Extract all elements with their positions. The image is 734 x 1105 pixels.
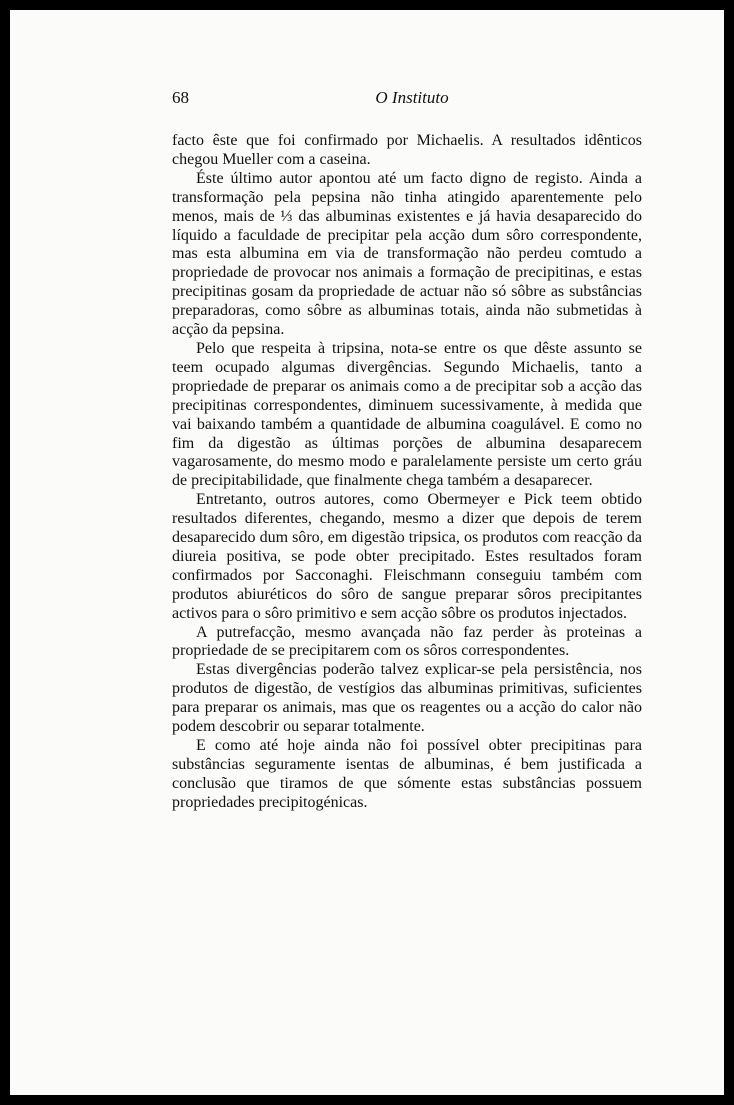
body-text xyxy=(172,132,642,813)
page-header xyxy=(172,88,652,122)
paragraph: Pelo que respeita à tripsina, nota-se entre os que dêste assunto se teem ocupado algumas divergências. Segundo Michaelis, tanto a propriedade de preparar os animais como a de precipitar sob a acção das precipitinas correspondentes, diminuem sucessivamente, à medida que vai baixando também a quantidade de albumina coagulável. E como no fim da digestão as últimas porções de albumina desaparecem vagarosamente, do mesmo modo e paralelamente persiste um certo gráu de precipitabilidade, que finalmente chega também a desaparecer. xyxy=(172,339,642,490)
paragraph: E como até hoje ainda não foi possível obter precipitinas para substâncias seguramente isentas de albuminas, é bem justificada a conclusão que tiramos de que sómente estas substâncias possuem propriedades precipitogénicas. xyxy=(172,737,642,811)
paragraph: facto êste que foi confirmado por Michaelis. A resultados idênticos chegou Mueller com a caseina. xyxy=(172,132,642,168)
book-page xyxy=(10,10,724,1095)
paragraph: A putrefacção, mesmo avançada não faz perder às proteinas a propriedade de se precipitarem com os sôros correspondentes. xyxy=(172,623,642,660)
page-number: 68 xyxy=(172,88,189,107)
paragraph: Entretanto, outros autores, como Obermeyer e Pick teem obtido resultados diferentes, chegando, mesmo a dizer que depois de terem desaparecido dum sôro, em digestão tripsica, os produtos com reacção da diureia positiva, se pode obter precipitado. Estes resultados foram confirmados por Sacconaghi. Fleischmann conseguiu também com produtos abiuréticos do sôro de sangue preparar sôros precipitantes activos para o sôro primitivo e sem acção sôbre os produtos injectados. xyxy=(172,491,642,622)
paragraph: Estas divergências poderão talvez explicar-se pela persistência, nos produtos de digestão, de vestígios das albuminas primitivas, suficientes para preparar os animais, mas que os reagentes ou a acção do calor não podem descobrir ou separar totalmente. xyxy=(172,661,642,736)
running-title: O Instituto xyxy=(375,88,449,107)
paragraph: Éste último autor apontou até um facto digno de registo. Ainda a transformação pela pepsina não tinha atingido aparentemente pelo menos, mais de ⅓ das albuminas existentes e já havia desaparecido do líquido a faculdade de precipitar pela acção dum sôro correspondente, mas esta albumina em via de transformação não perdeu comtudo a propriedade de provocar nos animais a formação de precipitinas, e estas precipitinas gosam da propriedade de actuar não só sôbre as substâncias preparadoras, como sôbre as albuminas totais, ainda não submetidas à acção da pepsina. xyxy=(172,169,642,339)
